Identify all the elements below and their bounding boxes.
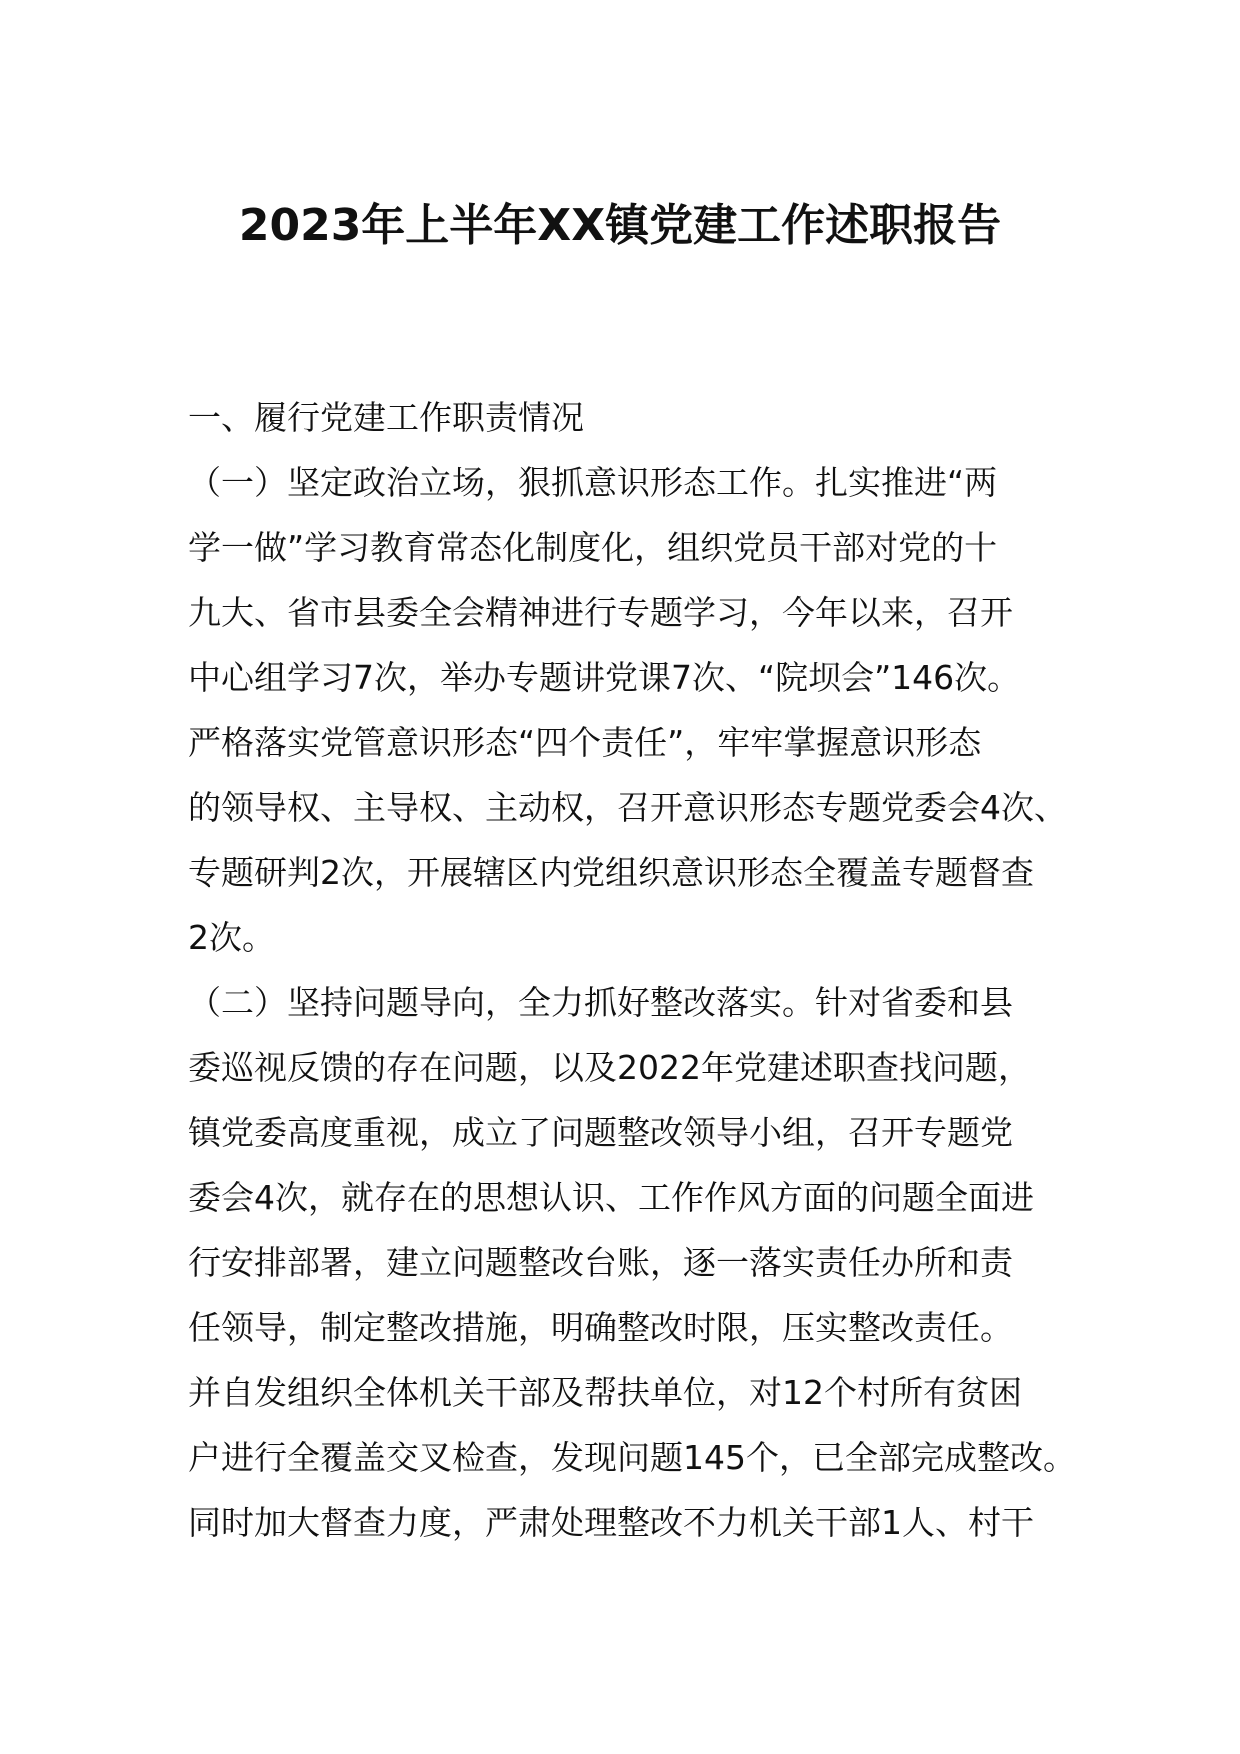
paragraph-line: 行安排部署，建立问题整改台账，逐一落实责任办所和责: [188, 1243, 1013, 1282]
paragraph-line: （一）坚定政治立场，狠抓意识形态工作。扎实推进“两: [188, 463, 998, 502]
paragraph-line: 的领导权、主导权、主动权，召开意识形态专题党委会4次、: [188, 788, 1067, 827]
paragraph-line: 户进行全覆盖交叉检查，发现问题145个，已全部完成整改。: [188, 1438, 1076, 1477]
paragraph-line: 专题研判2次，开展辖区内党组织意识形态全覆盖专题督查: [188, 853, 1034, 892]
paragraph-line: （二）坚持问题导向，全力抓好整改落实。针对省委和县: [188, 983, 1013, 1022]
paragraph-line: 同时加大督查力度，严肃处理整改不力机关干部1人、村干: [188, 1503, 1034, 1542]
document-body: [188, 385, 1076, 1555]
paragraph-line: 严格落实党管意识形态“四个责任”，牢牢掌握意识形态: [188, 723, 982, 762]
paragraph-line: 镇党委高度重视，成立了问题整改领导小组，召开专题党: [188, 1113, 1013, 1152]
section-heading-1: 一、履行党建工作职责情况: [188, 398, 584, 437]
paragraph-line: 委巡视反馈的存在问题，以及2022年党建述职查找问题，: [188, 1048, 1031, 1087]
paragraph-line: 委会4次，就存在的思想认识、工作作风方面的问题全面进: [188, 1178, 1034, 1217]
document-title: 2023年上半年XX镇党建工作述职报告: [238, 200, 1002, 251]
paragraph-line: 九大、省市县委全会精神进行专题学习，今年以来，召开: [188, 593, 1013, 632]
paragraph-line: 中心组学习7次，举办专题讲党课7次、“院坝会”146次。: [188, 658, 1021, 697]
paragraph-line: 学一做”学习教育常态化制度化，组织党员干部对党的十: [188, 528, 998, 567]
paragraph-line: 任领导，制定整改措施，明确整改时限，压实整改责任。: [188, 1308, 1013, 1347]
paragraph-line: 2次。: [188, 918, 275, 957]
paragraph-line: 并自发组织全体机关干部及帮扶单位，对12个村所有贫困: [188, 1373, 1022, 1412]
